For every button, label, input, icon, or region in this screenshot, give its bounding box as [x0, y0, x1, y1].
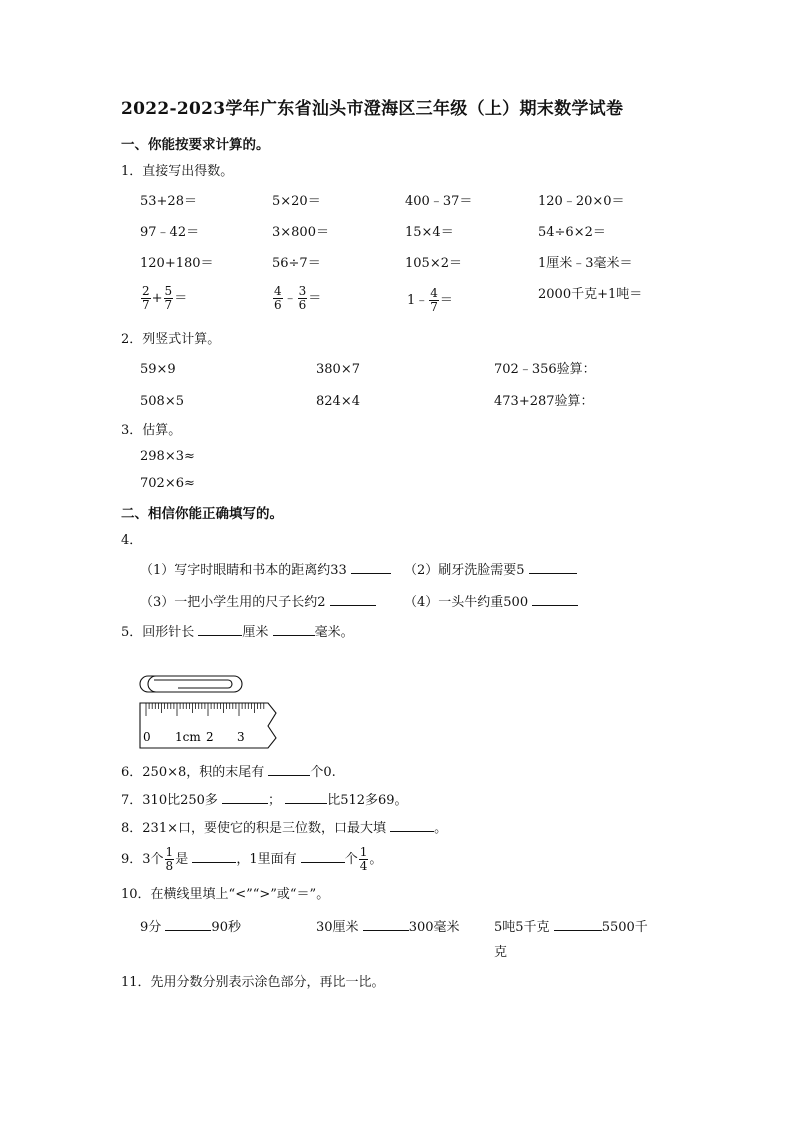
fraction	[164, 285, 174, 312]
q6-text-post: 个0.	[310, 765, 336, 780]
q11-label: 11．先用分数分别表示涂色部分，再比一比。	[121, 975, 385, 990]
fraction	[298, 285, 308, 312]
ruler-label-1cm: 1cm	[175, 730, 201, 744]
q1-r4-c4: 2000千克+1吨＝	[538, 287, 643, 302]
q1-r2-c2: 3×800＝	[272, 225, 329, 240]
answer-blank[interactable]	[532, 592, 578, 606]
denominator: 6	[274, 298, 282, 312]
q7-line	[121, 790, 408, 810]
q1-r4-c2	[272, 285, 321, 312]
q6-line	[121, 762, 336, 782]
answer-blank[interactable]	[285, 790, 327, 804]
answer-blank[interactable]	[330, 592, 376, 606]
operator: ﹣	[283, 291, 297, 306]
q10-b	[316, 917, 460, 937]
q9-text-d: 个	[344, 852, 358, 867]
denominator: 7	[430, 300, 438, 314]
q9-text-e: 。	[369, 852, 383, 867]
numerator: 2	[142, 284, 150, 298]
answer-blank[interactable]	[192, 849, 236, 863]
paperclip-icon	[140, 676, 242, 692]
q1-r3-c1: 120+180＝	[140, 256, 214, 271]
q5-text-pre: 5．回形针长	[121, 625, 195, 640]
ruler-paperclip-figure	[130, 668, 280, 754]
q5-text-post: 毫米。	[314, 625, 354, 640]
q9-line	[121, 846, 382, 873]
ruler-label-2: 2	[206, 730, 214, 744]
q9-text-b: 是	[175, 852, 189, 867]
q10-c-wrap: 克	[494, 945, 508, 960]
numerator: 4	[430, 286, 438, 300]
q4-part-1-text: （1）写字时眼睛和书本的距离约33	[140, 563, 347, 578]
q6-text-pre: 6．250×8，积的末尾有	[121, 765, 265, 780]
q8-line	[121, 818, 447, 838]
q4-part-4-text: （4）一头牛约重500	[404, 595, 529, 610]
q5-text-mid: 厘米	[242, 625, 269, 640]
q10-c-right: 5500千	[601, 920, 648, 935]
numerator: 5	[164, 284, 173, 298]
q8-text-pre: 8．231×口，要使它的积是三位数，口最大填	[121, 821, 386, 836]
page-title: 2022-2023学年广东省汕头市澄海区三年级（上）期末数学试卷	[121, 99, 624, 119]
q1-r1-c1: 53+28＝	[140, 194, 197, 209]
fraction	[141, 285, 151, 312]
q2-r2-c3: 473+287验算：	[494, 394, 594, 409]
q10-a-left: 9分	[140, 920, 162, 935]
q1-r3-c4: 1厘米﹣3毫米＝	[538, 256, 633, 271]
section-1-heading: 一、你能按要求计算的。	[121, 137, 270, 153]
q4-part-3	[140, 592, 376, 612]
q10-c-left: 5吨5千克	[494, 920, 550, 935]
q1-r2-c3: 15×4＝	[405, 225, 454, 240]
q1-r2-c4: 54÷6×2＝	[538, 225, 606, 240]
q2-r1-c1: 59×9	[140, 362, 176, 377]
ruler-label-0: 0	[143, 730, 151, 744]
q10-b-right: 300毫米	[408, 920, 460, 935]
q1-r3-c2: 56÷7＝	[272, 256, 321, 271]
answer-blank[interactable]	[363, 917, 409, 931]
q1-label: 1．直接写出得数。	[121, 164, 234, 179]
q2-r2-c2: 824×4	[316, 394, 360, 409]
q7-text-post: 比512多69。	[327, 793, 408, 808]
whole-part: 1﹣	[407, 293, 429, 308]
q1-r1-c4: 120﹣20×0＝	[538, 194, 625, 209]
answer-blank[interactable]	[198, 622, 242, 636]
q1-r4-c3	[407, 287, 453, 314]
operator: +	[151, 291, 163, 306]
q2-r1-c2: 380×7	[316, 362, 360, 377]
answer-blank[interactable]	[165, 917, 211, 931]
q7-text-sep: ；	[268, 793, 282, 808]
answer-blank[interactable]	[222, 790, 268, 804]
denominator: 8	[165, 859, 174, 873]
equals: ＝	[439, 293, 453, 308]
q10-c	[494, 917, 648, 937]
q1-r3-c3: 105×2＝	[405, 256, 462, 271]
fraction	[273, 285, 283, 312]
q8-text-post: 。	[434, 821, 448, 836]
q4-part-1	[140, 560, 391, 580]
answer-blank[interactable]	[268, 762, 310, 776]
q2-r1-c3: 702﹣356验算：	[494, 362, 596, 377]
section-2-heading: 二、相信你能正确填写的。	[121, 506, 283, 522]
q10-b-left: 30厘米	[316, 920, 359, 935]
q2-r2-c1: 508×5	[140, 394, 184, 409]
q1-r4-c1	[140, 285, 187, 312]
equals: ＝	[308, 291, 322, 306]
q3-label: 3．估算。	[121, 423, 182, 438]
numerator: 1	[165, 845, 174, 859]
q4-part-2	[404, 560, 577, 580]
equals: ＝	[174, 291, 188, 306]
q10-a	[140, 917, 241, 937]
numerator: 4	[274, 284, 282, 298]
q1-r1-c3: 400﹣37＝	[405, 194, 473, 209]
denominator: 7	[164, 298, 173, 312]
q4-part-2-text: （2）刷牙洗脸需要5	[404, 563, 525, 578]
answer-blank[interactable]	[301, 849, 345, 863]
answer-blank[interactable]	[390, 818, 434, 832]
ruler-label-3: 3	[237, 730, 245, 744]
fraction	[359, 846, 369, 873]
answer-blank[interactable]	[351, 560, 391, 574]
answer-blank[interactable]	[554, 917, 602, 931]
numerator: 1	[359, 845, 368, 859]
q9-text-a: 9．3个	[121, 852, 164, 867]
q4-label: 4．	[121, 533, 143, 548]
q4-part-4	[404, 592, 578, 612]
q1-r2-c1: 97﹣42＝	[140, 225, 200, 240]
q1-r1-c2: 5×20＝	[272, 194, 321, 209]
numerator: 3	[298, 284, 307, 298]
answer-blank[interactable]	[529, 560, 577, 574]
q2-label: 2．列竖式计算。	[121, 332, 221, 347]
q3-item-2: 702×6≈	[140, 476, 195, 491]
q5-line	[121, 622, 354, 642]
q3-item-1: 298×3≈	[140, 449, 195, 464]
denominator: 7	[142, 298, 150, 312]
q4-part-3-text: （3）一把小学生用的尺子长约2	[140, 595, 326, 610]
q9-text-c: ，1里面有	[236, 852, 297, 867]
denominator: 6	[298, 298, 307, 312]
fraction	[429, 287, 439, 314]
answer-blank[interactable]	[273, 622, 315, 636]
q7-text-pre: 7．310比250多	[121, 793, 218, 808]
denominator: 4	[359, 859, 368, 873]
fraction	[165, 846, 175, 873]
q10-a-right: 90秒	[211, 920, 241, 935]
q10-label: 10．在横线里填上“<”“>”或“＝”。	[121, 887, 330, 902]
